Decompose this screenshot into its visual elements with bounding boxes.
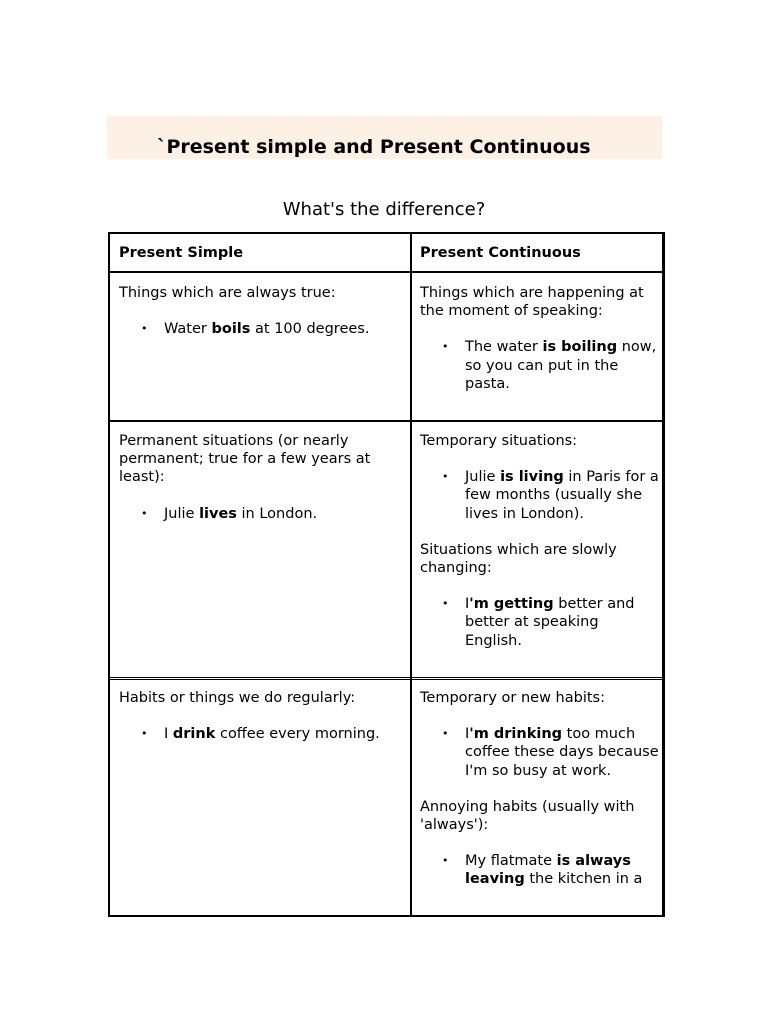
list-item: • Julie lives in London. bbox=[164, 505, 401, 523]
header-divider bbox=[110, 271, 662, 273]
example-list bbox=[420, 852, 660, 888]
header-present-simple: Present Simple bbox=[119, 245, 244, 261]
table-cell bbox=[119, 432, 401, 541]
row-divider bbox=[110, 677, 662, 680]
comparison-table bbox=[108, 232, 665, 917]
cell-intro: Permanent situations (or nearly permanent; true for a few years at least): bbox=[119, 433, 371, 486]
cell-intro: Temporary or new habits: bbox=[420, 690, 605, 706]
table-cell bbox=[420, 432, 660, 668]
list-item: • The water is boiling now, so you can put in the pasta. bbox=[465, 338, 660, 393]
column-divider bbox=[410, 234, 412, 915]
example-list bbox=[420, 595, 660, 650]
page-subtitle: What's the difference? bbox=[282, 199, 486, 220]
row-divider bbox=[110, 420, 662, 422]
list-item: • I drink coffee every morning. bbox=[164, 725, 401, 743]
list-item: • Julie is living in Paris for a few months (usually she lives in London). bbox=[465, 468, 660, 523]
list-item: • Water boils at 100 degrees. bbox=[164, 320, 401, 338]
example-list bbox=[119, 320, 401, 338]
example-list bbox=[119, 505, 401, 523]
header-present-continuous: Present Continuous bbox=[420, 245, 581, 261]
table-cell bbox=[119, 689, 401, 761]
cell-intro: Temporary situations: bbox=[420, 433, 578, 449]
list-item: • I'm getting better and better at speaking English. bbox=[465, 595, 660, 650]
page-title: `Present simple and Present Continuous bbox=[157, 136, 591, 158]
table-cell bbox=[420, 689, 660, 907]
list-item: • My flatmate is always leaving the kitchen in a bbox=[465, 852, 660, 888]
cell-intro: Situations which are slowly changing: bbox=[420, 541, 617, 577]
example-list bbox=[420, 725, 660, 780]
cell-intro: Annoying habits (usually with 'always'): bbox=[420, 798, 635, 834]
cell-intro: Things which are always true: bbox=[119, 285, 336, 301]
example-list bbox=[420, 338, 660, 393]
list-item: • I'm drinking too much coffee these days because I'm so busy at work. bbox=[465, 725, 660, 780]
example-list bbox=[119, 725, 401, 743]
cell-intro: Things which are happening at the moment of speaking: bbox=[420, 285, 644, 320]
example-list bbox=[420, 468, 660, 523]
cell-intro: Habits or things we do regularly: bbox=[119, 690, 356, 706]
table-cell bbox=[420, 284, 660, 411]
table-cell bbox=[119, 284, 401, 356]
